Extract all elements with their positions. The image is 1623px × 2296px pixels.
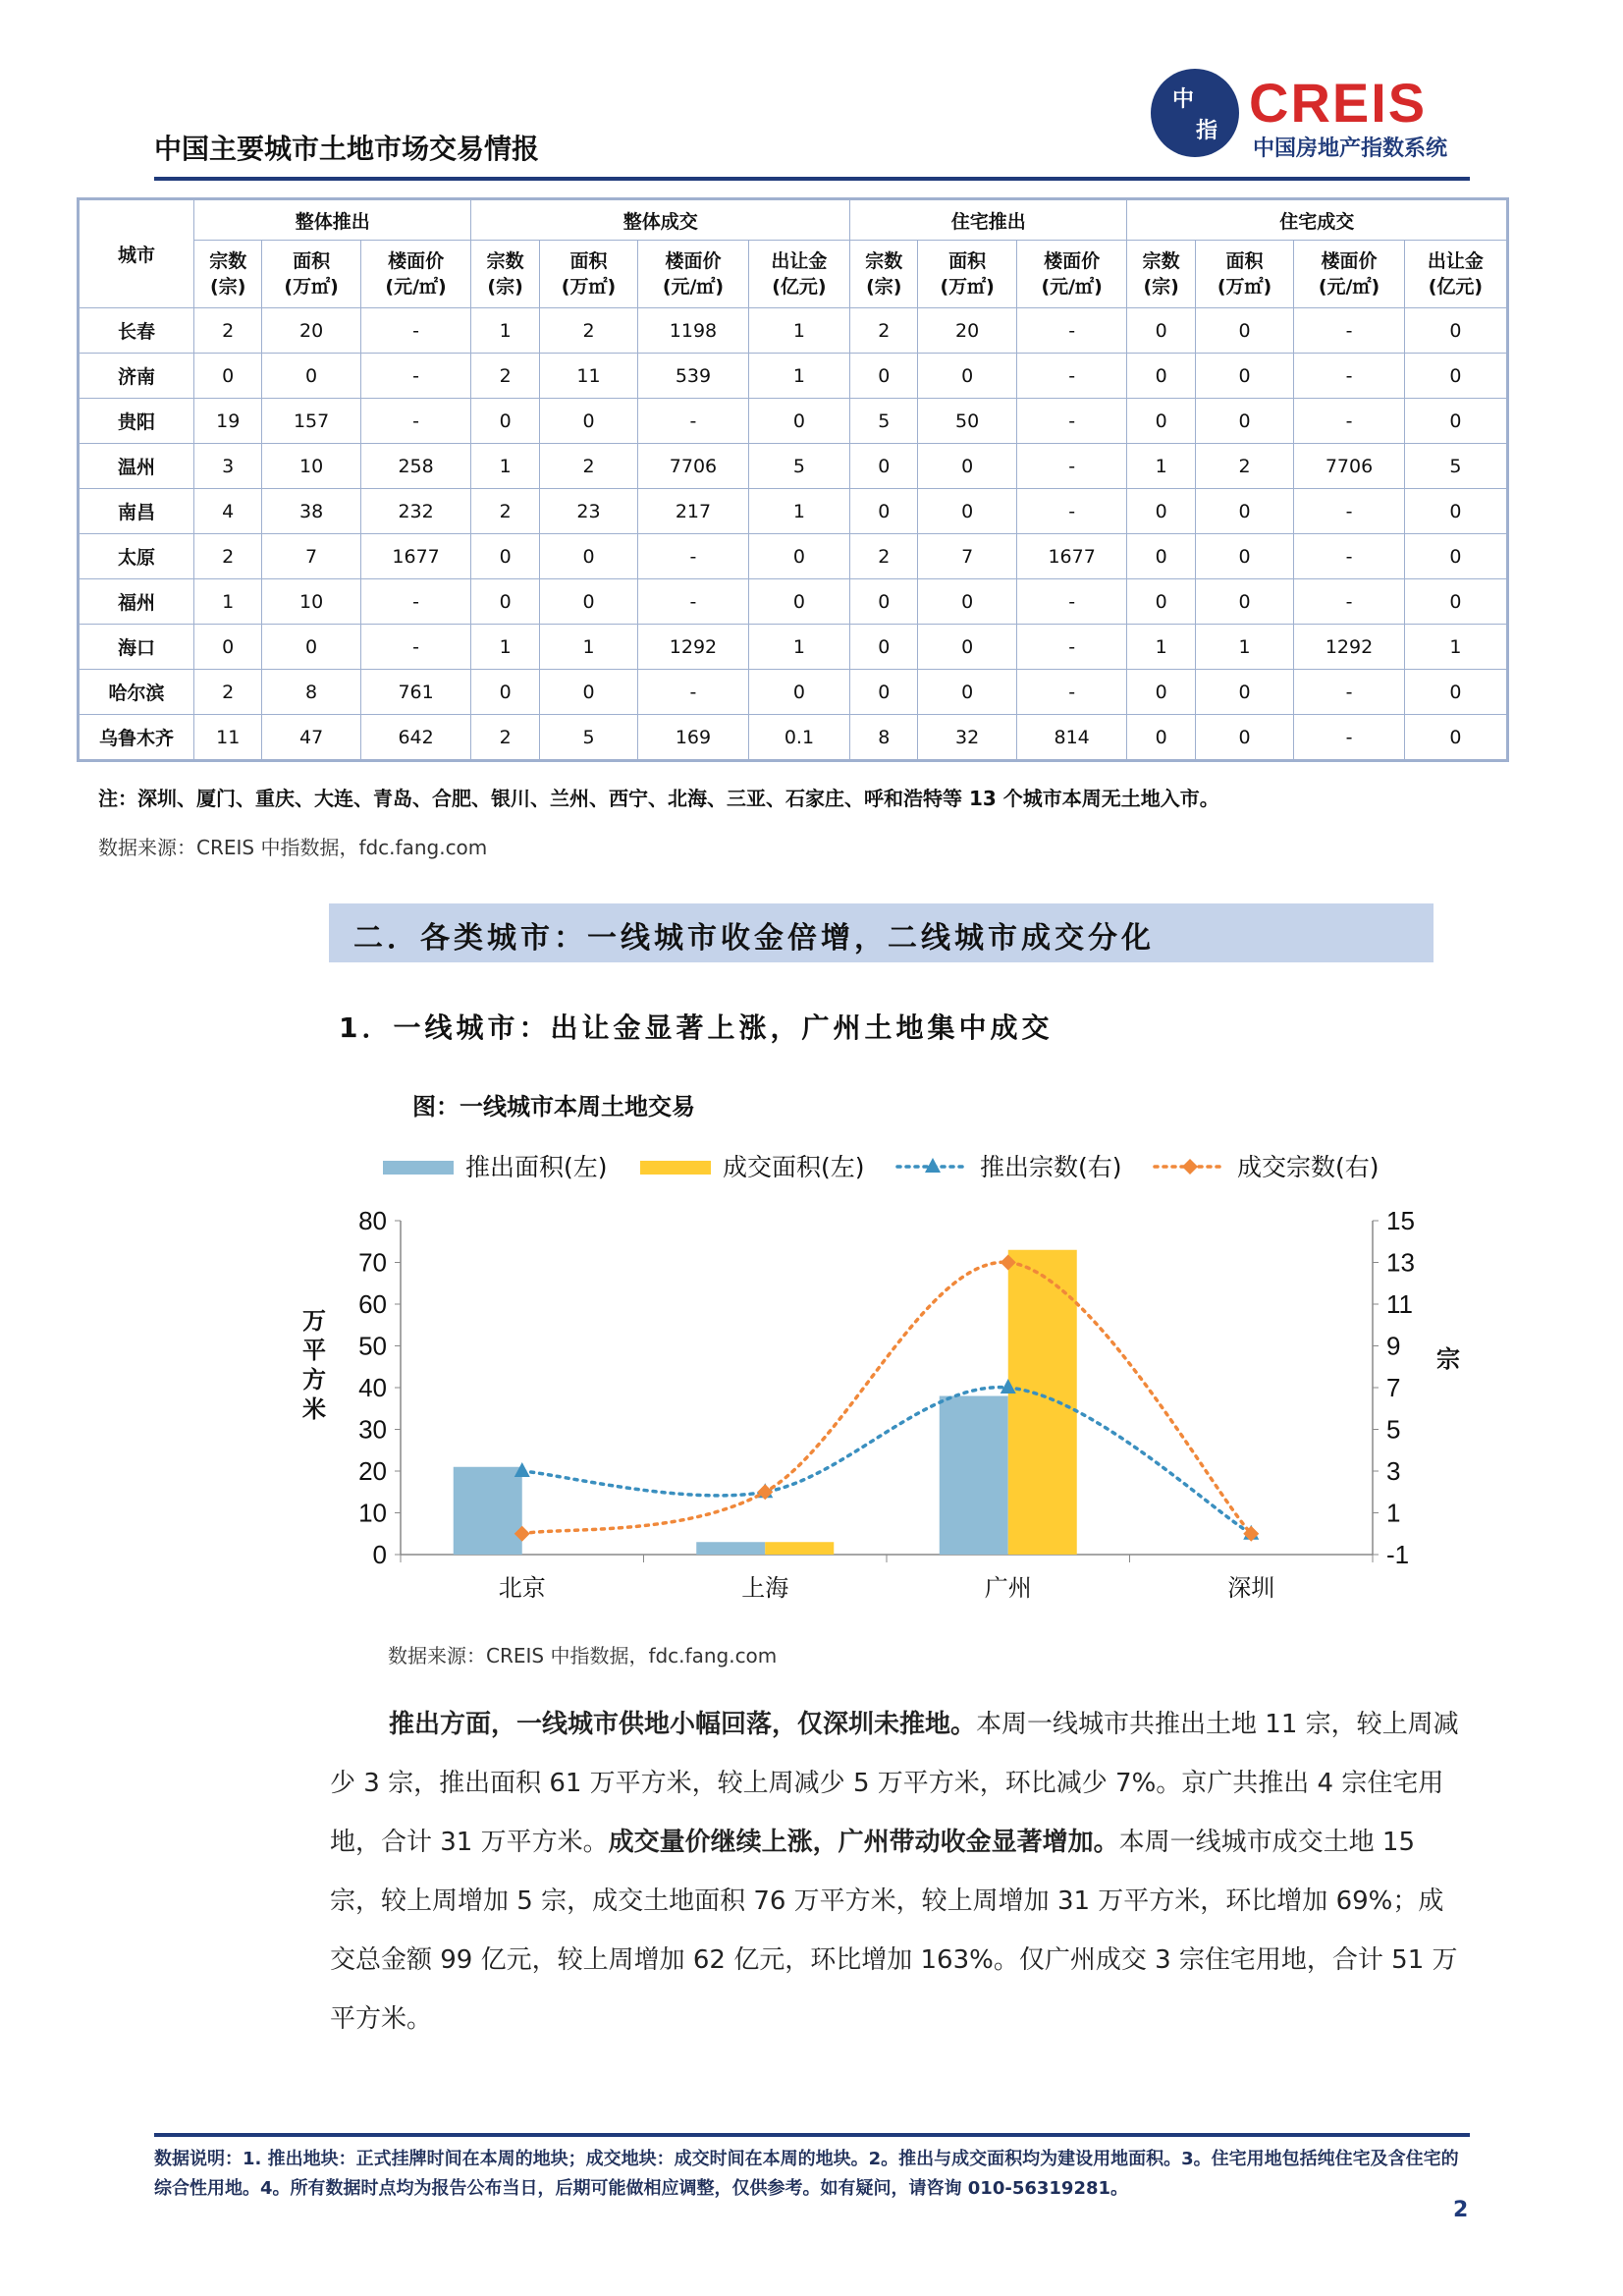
group-header: 住宅推出 — [850, 199, 1127, 241]
table-row — [79, 399, 1508, 444]
value-cell: 2 — [194, 534, 262, 579]
column-header-label: 面积 — [1225, 250, 1264, 272]
city-cell: 长春 — [79, 308, 194, 354]
value-cell: 0 — [918, 489, 1016, 534]
value-cell: - — [1294, 715, 1405, 761]
column-header-unit: (元/㎡) — [1318, 276, 1380, 298]
value-cell: 2 — [850, 308, 918, 354]
value-cell: 1 — [194, 579, 262, 625]
value-cell: 1 — [748, 308, 849, 354]
value-cell: 0 — [1127, 354, 1195, 399]
value-cell: 11 — [194, 715, 262, 761]
right-tick-label: 15 — [1386, 1206, 1415, 1235]
value-cell: - — [1294, 399, 1405, 444]
legend-swatch — [383, 1161, 454, 1175]
value-cell: 7706 — [1294, 444, 1405, 489]
value-cell: 2 — [471, 489, 539, 534]
value-cell: 1 — [1127, 444, 1195, 489]
land-transaction-table — [77, 197, 1509, 762]
value-cell: 1 — [1195, 625, 1293, 670]
left-tick-label: 0 — [372, 1540, 387, 1569]
city-cell: 贵阳 — [79, 399, 194, 444]
bar-sold-area — [765, 1542, 834, 1555]
column-header-unit: (亿元) — [1428, 276, 1484, 298]
value-cell: 1292 — [1294, 625, 1405, 670]
value-cell: 0 — [1127, 715, 1195, 761]
value-cell: 1 — [748, 354, 849, 399]
bar-launched-area — [454, 1467, 522, 1555]
value-cell: 0 — [1195, 670, 1293, 715]
x-tick-label: 深圳 — [1227, 1574, 1275, 1602]
x-tick-label: 广州 — [984, 1574, 1032, 1602]
value-cell: 0 — [539, 534, 637, 579]
value-cell: - — [1294, 670, 1405, 715]
legend-label: 成交宗数(右) — [1237, 1153, 1380, 1181]
value-cell: 2 — [194, 308, 262, 354]
value-cell: - — [1016, 670, 1127, 715]
value-cell: 1292 — [638, 625, 749, 670]
table-row — [79, 354, 1508, 399]
group-header: 住宅成交 — [1127, 199, 1508, 241]
value-cell: 0 — [748, 399, 849, 444]
legend-label: 推出面积(左) — [465, 1153, 608, 1181]
value-cell: 0 — [1195, 489, 1293, 534]
value-cell: 0 — [918, 625, 1016, 670]
value-cell: 50 — [918, 399, 1016, 444]
value-cell: 642 — [360, 715, 471, 761]
right-tick-label: 3 — [1386, 1456, 1401, 1486]
value-cell: 3 — [194, 444, 262, 489]
y-left-label-char: 米 — [302, 1395, 326, 1423]
column-header — [638, 241, 749, 308]
column-header — [194, 241, 262, 308]
right-tick-label: -1 — [1386, 1540, 1410, 1569]
value-cell: 0 — [539, 579, 637, 625]
left-tick-label: 10 — [358, 1498, 387, 1528]
value-cell: 0 — [918, 579, 1016, 625]
value-cell: 0 — [918, 444, 1016, 489]
right-tick-label: 13 — [1386, 1247, 1415, 1278]
bar-sold-area — [1008, 1250, 1077, 1555]
value-cell: 0 — [539, 670, 637, 715]
city-cell: 海口 — [79, 625, 194, 670]
column-header — [748, 241, 849, 308]
column-header — [1195, 241, 1293, 308]
column-header-unit: (宗) — [210, 276, 246, 298]
value-cell: 38 — [262, 489, 360, 534]
value-cell: 539 — [638, 354, 749, 399]
column-header-label: 宗数 — [865, 250, 903, 272]
value-cell: 1677 — [1016, 534, 1127, 579]
value-cell: 5 — [1404, 444, 1507, 489]
column-header-label: 楼面价 — [388, 250, 445, 272]
para-text-1: 本周一线城市共推出土地 11 宗，较上周减少 3 宗，推出面积 61 万平方米，较上周减少 5 万平方米，环比减少 7%。京广共推出 4 宗住宅用地，合计 31 万平方米。 — [330, 1710, 1459, 1857]
value-cell: 0 — [1195, 308, 1293, 354]
value-cell: - — [1016, 399, 1127, 444]
right-tick-label: 5 — [1386, 1414, 1401, 1445]
value-cell: - — [360, 354, 471, 399]
group-header: 整体成交 — [471, 199, 850, 241]
column-header-unit: (宗) — [487, 276, 523, 298]
value-cell: - — [1294, 489, 1405, 534]
left-tick-label: 80 — [358, 1206, 387, 1235]
column-header-label: 面积 — [569, 250, 608, 272]
table-row — [79, 308, 1508, 354]
value-cell: 8 — [262, 670, 360, 715]
value-cell: 5 — [748, 444, 849, 489]
value-cell: - — [638, 399, 749, 444]
value-cell: 0 — [1127, 670, 1195, 715]
creis-logo-mark — [1151, 69, 1239, 157]
value-cell: 1 — [471, 444, 539, 489]
value-cell: 0 — [471, 579, 539, 625]
column-header-label: 宗数 — [486, 250, 524, 272]
value-cell: 0 — [1127, 399, 1195, 444]
column-header-label: 楼面价 — [665, 250, 722, 272]
value-cell: - — [1294, 534, 1405, 579]
value-cell: 0 — [471, 670, 539, 715]
value-cell: 1198 — [638, 308, 749, 354]
creis-logo-subtitle: 中国房地产指数系统 — [1253, 137, 1448, 161]
city-cell: 温州 — [79, 444, 194, 489]
page-number: 2 — [1453, 2198, 1469, 2222]
x-tick-label: 上海 — [741, 1574, 789, 1602]
value-cell: 0 — [850, 625, 918, 670]
city-cell: 福州 — [79, 579, 194, 625]
value-cell: 0 — [1195, 354, 1293, 399]
y-right-label: 宗 — [1436, 1345, 1460, 1373]
para-bold-1: 推出方面，一线城市供地小幅回落，仅深圳未推地。 — [389, 1710, 977, 1739]
value-cell: 1 — [471, 308, 539, 354]
left-tick-label: 30 — [358, 1414, 387, 1445]
data-source: 数据来源：CREIS 中指数据，fdc.fang.com — [98, 836, 488, 859]
column-header — [918, 241, 1016, 308]
value-cell: 1 — [1127, 625, 1195, 670]
value-cell: 20 — [918, 308, 1016, 354]
value-cell: 0 — [194, 625, 262, 670]
x-tick-label: 北京 — [498, 1574, 546, 1602]
line-sold-count — [522, 1262, 1252, 1533]
value-cell: 0.1 — [748, 715, 849, 761]
y-left-label-char: 方 — [302, 1366, 326, 1394]
value-cell: 7706 — [638, 444, 749, 489]
column-header — [850, 241, 918, 308]
column-header — [1127, 241, 1195, 308]
column-header-label: 面积 — [948, 250, 987, 272]
value-cell: 0 — [1127, 308, 1195, 354]
value-cell: 0 — [850, 444, 918, 489]
column-header-unit: (元/㎡) — [662, 276, 725, 298]
value-cell: 0 — [850, 579, 918, 625]
value-cell: 0 — [262, 354, 360, 399]
report-title: 中国主要城市土地市场交易情报 — [154, 133, 540, 165]
right-tick-label: 1 — [1386, 1498, 1401, 1528]
value-cell: 0 — [918, 354, 1016, 399]
value-cell: 1 — [748, 625, 849, 670]
tier1-land-chart — [285, 1139, 1463, 1620]
right-tick-label: 11 — [1386, 1289, 1413, 1319]
column-header-unit: (宗) — [866, 276, 902, 298]
legend-swatch — [640, 1161, 711, 1175]
column-header-label: 宗数 — [209, 250, 247, 272]
section-title: 二．各类城市：一线城市收金倍增，二线城市成交分化 — [353, 921, 1155, 956]
value-cell: 2 — [850, 534, 918, 579]
chart-source: 数据来源：CREIS 中指数据，fdc.fang.com — [388, 1644, 778, 1667]
bar-launched-area — [696, 1542, 765, 1555]
value-cell: 2 — [471, 715, 539, 761]
value-cell: 258 — [360, 444, 471, 489]
subsection-title: 1．一线城市：出让金显著上涨，广州土地集中成交 — [339, 1011, 1054, 1044]
left-tick-label: 20 — [358, 1456, 387, 1486]
value-cell: 10 — [262, 579, 360, 625]
value-cell: - — [1294, 579, 1405, 625]
value-cell: 0 — [1404, 715, 1507, 761]
city-cell: 哈尔滨 — [79, 670, 194, 715]
table-row — [79, 625, 1508, 670]
table-row — [79, 715, 1508, 761]
value-cell: 1 — [748, 489, 849, 534]
column-header-unit: (宗) — [1143, 276, 1179, 298]
column-header — [1404, 241, 1507, 308]
value-cell: 8 — [850, 715, 918, 761]
value-cell: 0 — [850, 489, 918, 534]
para-bold-2: 成交量价继续上涨，广州带动收金显著增加。 — [608, 1828, 1119, 1857]
logo-char-bottom: 指 — [1196, 119, 1218, 143]
body-paragraph — [330, 1695, 1469, 2049]
value-cell: 0 — [918, 670, 1016, 715]
bar-launched-area — [940, 1396, 1008, 1556]
value-cell: 19 — [194, 399, 262, 444]
column-header-unit: (万㎡) — [1217, 276, 1272, 298]
column-header — [360, 241, 471, 308]
value-cell: 0 — [262, 625, 360, 670]
y-left-label-char: 平 — [302, 1337, 326, 1364]
value-cell: 0 — [471, 534, 539, 579]
value-cell: 1677 — [360, 534, 471, 579]
value-cell: 1 — [471, 625, 539, 670]
value-cell: - — [360, 399, 471, 444]
y-left-label-char: 万 — [302, 1307, 326, 1335]
value-cell: 0 — [1195, 579, 1293, 625]
value-cell: 20 — [262, 308, 360, 354]
value-cell: - — [360, 308, 471, 354]
header-rule — [154, 177, 1470, 181]
line-launched-count — [522, 1388, 1252, 1534]
value-cell: 0 — [1404, 579, 1507, 625]
value-cell: 0 — [748, 670, 849, 715]
right-tick-label: 7 — [1386, 1373, 1401, 1402]
column-header-unit: (元/㎡) — [1041, 276, 1103, 298]
value-cell: 0 — [1127, 489, 1195, 534]
value-cell: - — [1016, 625, 1127, 670]
value-cell: 7 — [918, 534, 1016, 579]
value-cell: 10 — [262, 444, 360, 489]
value-cell: - — [638, 534, 749, 579]
value-cell: 0 — [1127, 534, 1195, 579]
value-cell: - — [1016, 308, 1127, 354]
value-cell: - — [1016, 579, 1127, 625]
left-tick-label: 50 — [358, 1331, 387, 1361]
value-cell: 232 — [360, 489, 471, 534]
value-cell: 2 — [194, 670, 262, 715]
value-cell: 2 — [1195, 444, 1293, 489]
value-cell: - — [1016, 489, 1127, 534]
value-cell: 2 — [471, 354, 539, 399]
value-cell: 5 — [539, 715, 637, 761]
value-cell: 0 — [194, 354, 262, 399]
value-cell: 47 — [262, 715, 360, 761]
table-row — [79, 579, 1508, 625]
value-cell: - — [638, 579, 749, 625]
value-cell: 0 — [1195, 534, 1293, 579]
legend-label: 成交面积(左) — [723, 1153, 865, 1181]
footer-rule — [154, 2133, 1470, 2137]
value-cell: 814 — [1016, 715, 1127, 761]
value-cell: 0 — [1127, 579, 1195, 625]
value-cell: - — [360, 625, 471, 670]
column-header-label: 出让金 — [1427, 250, 1484, 272]
value-cell: 0 — [1404, 670, 1507, 715]
logo-char-top: 中 — [1172, 87, 1195, 112]
value-cell: - — [1294, 354, 1405, 399]
value-cell: 32 — [918, 715, 1016, 761]
value-cell: 0 — [748, 534, 849, 579]
value-cell: 0 — [1404, 308, 1507, 354]
column-header-label: 楼面价 — [1044, 250, 1101, 272]
value-cell: 0 — [1195, 399, 1293, 444]
table-note: 注：深圳、厦门、重庆、大连、青岛、合肥、银川、兰州、西宁、北海、三亚、石家庄、呼和浩特等 13 个城市本周无土地入市。 — [98, 787, 1219, 810]
value-cell: 217 — [638, 489, 749, 534]
column-header — [471, 241, 539, 308]
value-cell: 5 — [850, 399, 918, 444]
value-cell: 0 — [850, 354, 918, 399]
value-cell: 0 — [1404, 354, 1507, 399]
column-header — [539, 241, 637, 308]
value-cell: 7 — [262, 534, 360, 579]
value-cell: 0 — [1404, 489, 1507, 534]
value-cell: 0 — [850, 670, 918, 715]
legend-marker — [1182, 1159, 1198, 1175]
column-header-unit: (万㎡) — [284, 276, 339, 298]
column-header-label: 楼面价 — [1321, 250, 1378, 272]
column-header — [1016, 241, 1127, 308]
value-cell: 169 — [638, 715, 749, 761]
value-cell: 0 — [1404, 399, 1507, 444]
value-cell: 0 — [471, 399, 539, 444]
column-header-unit: (万㎡) — [561, 276, 617, 298]
column-header-label: 面积 — [293, 250, 331, 272]
value-cell: 2 — [539, 308, 637, 354]
column-header-unit: (亿元) — [772, 276, 827, 298]
column-header-unit: (万㎡) — [940, 276, 995, 298]
city-cell: 乌鲁木齐 — [79, 715, 194, 761]
group-header: 整体推出 — [194, 199, 471, 241]
value-cell: 0 — [1195, 715, 1293, 761]
column-header-label: 出让金 — [771, 250, 828, 272]
value-cell: 0 — [748, 579, 849, 625]
value-cell: - — [360, 579, 471, 625]
value-cell: - — [1294, 308, 1405, 354]
value-cell: 4 — [194, 489, 262, 534]
left-tick-label: 60 — [358, 1289, 387, 1319]
left-tick-label: 70 — [358, 1247, 387, 1278]
value-cell: 0 — [1404, 534, 1507, 579]
table-row — [79, 444, 1508, 489]
para-text-2: 本周一线城市成交土地 15 宗，较上周增加 5 宗，成交土地面积 76 万平方米，较上周增加 31 万平方米，环比增加 69%；成交总金额 99 亿元，较上周增加 62 亿元，环比增加 163%。仅广州成交 3 宗住宅用地，合计 51 万平方米。 — [330, 1828, 1458, 2034]
table-row — [79, 534, 1508, 579]
left-tick-label: 40 — [358, 1373, 387, 1402]
value-cell: 761 — [360, 670, 471, 715]
city-cell: 济南 — [79, 354, 194, 399]
footer-note: 数据说明：1. 推出地块：正式挂牌时间在本周的地块；成交地块：成交时间在本周的地块。2。推出与成交面积均为建设用地面积。3。住宅用地包括纯住宅及含住宅的综合性用地。4。所有数据时点均为报告公布当日，后期可能做相应调整，仅供参考。如有疑问，请咨询 010-56319281。 — [154, 2149, 1459, 2199]
city-cell: 太原 — [79, 534, 194, 579]
value-cell: 1 — [539, 625, 637, 670]
value-cell: 11 — [539, 354, 637, 399]
value-cell: 2 — [539, 444, 637, 489]
column-header — [1294, 241, 1405, 308]
value-cell: 0 — [539, 399, 637, 444]
column-header — [262, 241, 360, 308]
value-cell: 23 — [539, 489, 637, 534]
city-cell: 南昌 — [79, 489, 194, 534]
figure-title: 图：一线城市本周土地交易 — [412, 1093, 695, 1121]
right-tick-label: 9 — [1386, 1331, 1401, 1361]
value-cell: - — [1016, 354, 1127, 399]
value-cell: - — [638, 670, 749, 715]
column-header-label: 宗数 — [1142, 250, 1180, 272]
table-row — [79, 489, 1508, 534]
city-column-header: 城市 — [79, 199, 194, 308]
value-cell: 1 — [1404, 625, 1507, 670]
value-cell: 157 — [262, 399, 360, 444]
column-header-unit: (元/㎡) — [385, 276, 447, 298]
table-row — [79, 670, 1508, 715]
creis-logo-text: CREIS — [1249, 72, 1428, 134]
legend-label: 推出宗数(右) — [980, 1153, 1122, 1181]
value-cell: - — [1016, 444, 1127, 489]
